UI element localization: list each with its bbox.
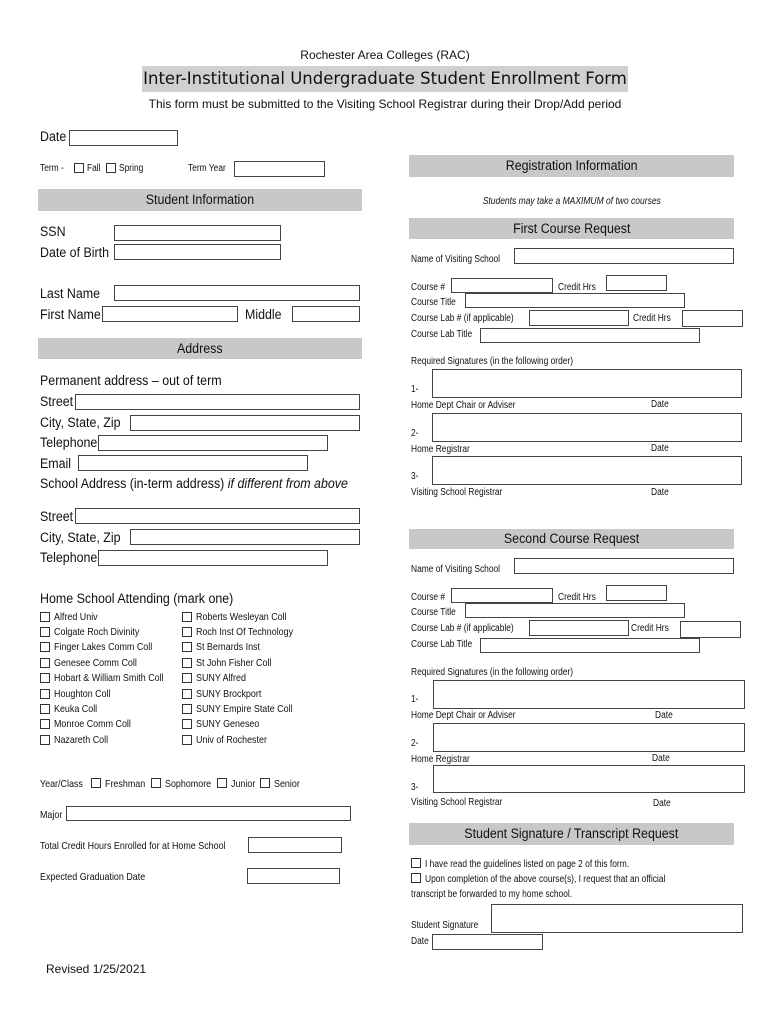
dob-label: Date of Birth [40,245,110,260]
guidelines-checkbox[interactable] [411,858,421,868]
org-name: Rochester Area Colleges (RAC) [300,48,470,62]
street2-label: Street [40,509,74,524]
student-signature-label: Student Signature [411,920,479,931]
lab-title-label: Course Lab Title [411,329,473,340]
course-title-label-2: Course Title [411,607,456,618]
sig1-date-label: Date [651,399,669,410]
junior-label: Junior [231,778,256,790]
student-info-header [38,189,362,211]
first-name-label: First Name [40,307,101,322]
telephone-field[interactable] [98,435,328,451]
sig3-date-label-2: Date [653,798,671,809]
credit-hrs-field-2[interactable] [606,585,667,601]
term-year-field[interactable] [234,161,325,177]
req-sigs-label: Required Signatures (in the following order) [411,356,574,367]
perm-address-label: Permanent address – out of term [40,373,222,388]
middle-label: Middle [245,307,282,322]
course-title-label: Course Title [411,297,456,308]
spring-label: Spring [119,163,144,174]
lab-title-field-2[interactable] [480,638,700,653]
school-checkbox[interactable] [182,612,192,622]
sig3-number-2: 3- [411,782,419,793]
student-info-title: Student Information [145,192,255,207]
school-label: Monroe Comm Coll [54,718,131,730]
senior-checkbox[interactable] [260,778,270,788]
student-sig-title: Student Signature / Transcript Request [464,826,679,841]
sig3-date-label: Date [651,487,669,498]
school-label: Genesee Comm Coll [54,657,137,669]
reg-info-header [409,155,734,177]
freshman-label: Freshman [105,778,146,790]
city-field[interactable] [130,415,360,431]
transcript-label-line1: Upon completion of the above course(s), I request that an official [425,874,666,885]
sig1-field-2[interactable] [433,680,745,709]
sophomore-label: Sophomore [165,778,212,790]
telephone2-field[interactable] [98,550,328,566]
sig2-number-2: 2- [411,738,419,749]
email-field[interactable] [78,455,308,471]
school-label: SUNY Geneseo [196,718,260,730]
school-address-text: School Address (in-term address) [40,476,225,491]
credit-hrs-label: Credit Hrs [558,282,596,293]
school-checkbox[interactable] [182,719,192,729]
school-label: St Bernards Inst [196,641,261,653]
school-label: SUNY Alfred [196,672,246,684]
school-checkbox[interactable] [40,719,50,729]
school-checkbox[interactable] [40,735,50,745]
school-checkbox[interactable] [40,627,50,637]
city2-label: City, State, Zip [40,530,121,545]
school-checkbox[interactable] [182,673,192,683]
total-credit-label: Total Credit Hours Enrolled for at Home School [40,840,226,852]
school-label: St John Fisher Coll [196,657,272,669]
course-lab-field[interactable] [529,310,629,326]
sig1-label-2: Home Dept Chair or Adviser [411,710,516,721]
visiting-school-field-2[interactable] [514,558,734,574]
max-courses-note [409,191,734,209]
student-date-field[interactable] [432,934,543,950]
last-name-label: Last Name [40,286,101,301]
city2-field[interactable] [130,529,360,545]
school-label: SUNY Empire State Coll [196,703,293,715]
sig2-number: 2- [411,428,419,439]
credit-hrs-label-2: Credit Hrs [558,592,596,603]
sophomore-checkbox[interactable] [151,778,161,788]
school-label: SUNY Brockport [196,688,262,700]
last-name-field[interactable] [114,285,360,301]
course-lab-label-2: Course Lab # (if applicable) [411,623,514,634]
school-address-note: if different from above [227,476,348,491]
sig1-field[interactable] [432,369,742,398]
lab-credit-field[interactable] [682,310,743,327]
student-date-label: Date [411,936,429,947]
transcript-label-line2: transcript be forwarded to my home school. [411,889,573,900]
credit-hrs-field[interactable] [606,275,667,291]
telephone2-label: Telephone [40,550,98,565]
transcript-checkbox[interactable] [411,873,421,883]
major-field[interactable] [66,806,351,821]
school-checkbox[interactable] [40,642,50,652]
course-num-field[interactable] [451,278,553,293]
school-checkbox[interactable] [40,612,50,622]
telephone-label: Telephone [40,435,98,450]
second-course-header [409,529,734,549]
grad-date-field[interactable] [247,868,340,884]
course-num-label-2: Course # [411,592,446,603]
city-label: City, State, Zip [40,415,121,430]
sig2-label: Home Registrar [411,444,470,455]
school-checkbox[interactable] [182,627,192,637]
ssn-label: SSN [40,224,66,239]
course-lab-label: Course Lab # (if applicable) [411,313,514,324]
lab-title-field[interactable] [480,328,700,343]
senior-label: Senior [274,778,300,790]
first-course-header [409,218,734,239]
street2-field[interactable] [75,508,360,524]
sig2-date-label-2: Date [652,753,670,764]
school-label: Keuka Coll [54,703,98,715]
form-subtitle: This form must be submitted to the Visiting School Registrar during their Drop/Add period [148,97,622,111]
course-num-field-2[interactable] [451,588,553,603]
sig1-label: Home Dept Chair or Adviser [411,400,516,411]
total-credit-field[interactable] [248,837,342,853]
lab-title-label-2: Course Lab Title [411,639,473,650]
school-address-label [40,476,348,491]
max-courses-text: Students may take a MAXIMUM of two courses [482,196,661,207]
first-name-field[interactable] [102,306,238,322]
ssn-field[interactable] [114,225,281,241]
school-checkbox[interactable] [182,689,192,699]
date-field[interactable] [69,130,178,146]
junior-checkbox[interactable] [217,778,227,788]
sig3-number: 3- [411,471,419,482]
form-title: Inter-Institutional Undergraduate Student Enrollment Form [142,66,628,92]
sig3-field[interactable] [432,456,742,485]
school-checkbox[interactable] [40,704,50,714]
first-course-title: First Course Request [512,221,631,236]
home-school-label: Home School Attending (mark one) [40,591,234,606]
school-label: Roch Inst Of Technology [196,626,294,638]
school-checkbox[interactable] [40,673,50,683]
sig3-field-2[interactable] [433,765,745,793]
sig2-date-label: Date [651,443,669,454]
term-year-label: Term Year [188,163,226,174]
grad-date-label: Expected Graduation Date [40,871,146,883]
street-field[interactable] [75,394,360,410]
second-course-title: Second Course Request [503,531,640,546]
lab-credit-field-2[interactable] [680,621,741,638]
sig1-date-label-2: Date [655,710,673,721]
school-checkbox[interactable] [40,689,50,699]
sig1-number: 1- [411,384,419,395]
visiting-school-field[interactable] [514,248,734,264]
school-label: Houghton Coll [54,688,111,700]
school-label: Colgate Roch Divinity [54,626,140,638]
fall-checkbox[interactable] [74,163,84,173]
school-checkbox[interactable] [182,735,192,745]
revised-date: Revised 1/25/2021 [46,962,147,976]
spring-checkbox[interactable] [106,163,116,173]
email-label: Email [40,456,72,471]
school-label: Univ of Rochester [196,734,267,746]
visiting-school-label: Name of Visiting School [411,254,501,265]
year-class-label: Year/Class [40,778,83,790]
lab-credit-label: Credit Hrs [633,313,671,324]
school-label: Hobart & William Smith Coll [54,672,164,684]
student-sig-header [409,823,734,845]
course-title-field[interactable] [465,293,685,308]
address-header [38,338,362,359]
school-checkbox[interactable] [182,704,192,714]
fall-label: Fall [87,163,101,174]
school-checkbox[interactable] [40,658,50,668]
sig2-label-2: Home Registrar [411,754,470,765]
school-checkbox[interactable] [182,658,192,668]
sig3-label: Visiting School Registrar [411,487,503,498]
lab-credit-label-2: Credit Hrs [631,623,669,634]
school-label: Finger Lakes Comm Coll [54,641,153,653]
guidelines-label: I have read the guidelines listed on page 2 of this form. [425,859,630,870]
term-label: Term - [40,163,64,174]
sig1-number-2: 1- [411,694,419,705]
school-label: Nazareth Coll [54,734,109,746]
address-title: Address [177,341,223,356]
freshman-checkbox[interactable] [91,778,101,788]
street-label: Street [40,394,74,409]
dob-field[interactable] [114,244,281,260]
school-checkbox[interactable] [182,642,192,652]
sig2-field[interactable] [432,413,742,442]
middle-field[interactable] [292,306,360,322]
reg-info-title: Registration Information [505,158,638,173]
sig2-field-2[interactable] [433,723,745,752]
student-signature-field[interactable] [491,904,743,933]
course-num-label: Course # [411,282,446,293]
major-label: Major [40,809,63,821]
sig3-label-2: Visiting School Registrar [411,797,503,808]
course-title-field-2[interactable] [465,603,685,618]
visiting-school-label-2: Name of Visiting School [411,564,501,575]
school-label: Roberts Wesleyan Coll [196,611,287,623]
req-sigs-label-2: Required Signatures (in the following order) [411,667,574,678]
course-lab-field-2[interactable] [529,620,629,636]
date-label: Date [40,129,67,144]
school-label: Alfred Univ [54,611,98,623]
